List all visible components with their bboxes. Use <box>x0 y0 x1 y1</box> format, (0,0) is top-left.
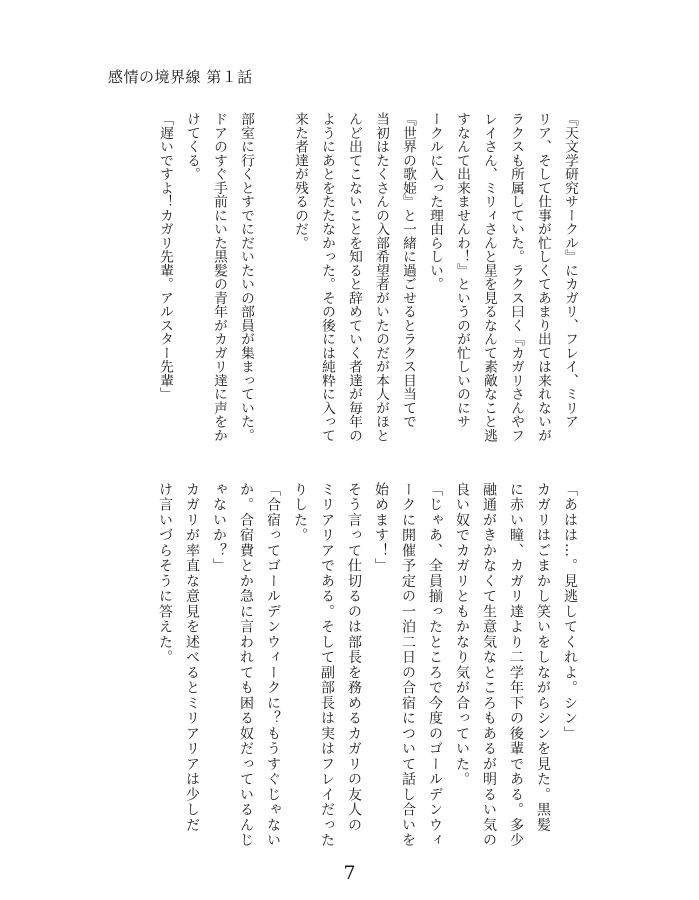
text-column: んど出てこないことを知ると辞めていく者達が毎年の <box>346 112 362 442</box>
text-column: 来た者達が残るのだ。 <box>292 112 308 250</box>
text-column: ークに開催予定の一泊二日の合宿について話し合いを <box>400 482 416 848</box>
text-column: 『天文学研究サークル』にカガリ、フレイ、ミリア <box>562 112 578 429</box>
text-column: ゃないか？」 <box>211 482 227 574</box>
text-column: カガリはごまかし笑いをしながらシンを見た。黒髪 <box>535 482 551 833</box>
text-column: 「じゃあ、全員揃ったところで今度のゴールデンウィ <box>427 482 443 848</box>
text-column: 当初はたくさんの入部希望者がいたのだが本人がほと <box>373 112 389 442</box>
text-column: 「遅いですよ！カガリ先輩。アルスター先輩」 <box>157 112 173 401</box>
text-column: レイさん、ミリィさんと星を見るなんて素敵なこと逃 <box>481 112 497 442</box>
text-column: 部室に行くとすでにだいたいの部員が集まっていた。 <box>238 112 254 442</box>
text-column: ークルに入った理由らしい。 <box>427 112 443 291</box>
text-column: け言いづらそうに答えた。 <box>157 482 173 665</box>
text-column: けてくる。 <box>184 112 200 181</box>
text-column: に赤い瞳、カガリ達より二学年下の後輩である。多少 <box>508 482 524 848</box>
text-column: 「あはは…。見逃してくれよ。シン」 <box>562 482 578 742</box>
top-text-block <box>113 112 583 442</box>
text-column: りした。 <box>292 482 308 543</box>
text-column: カガリが率直な意見を述べるとミリアリアは少しだ <box>184 482 200 833</box>
text-column: ミリアリアである。そして副部長は実はフレイだった <box>319 482 335 848</box>
text-column: 「合宿ってゴールデンウィークに？もうすぐじゃない <box>265 482 281 848</box>
text-column: か。合宿費とか急に言われても困る奴だっているんじ <box>238 482 254 848</box>
running-header-title: 感情の境界線 第１話 <box>108 68 253 86</box>
text-column: 『世界の歌姫』と一緒に過ごせるとラクス目当てで <box>400 112 416 429</box>
page-number: 7 <box>343 862 356 884</box>
text-column: そう言って仕切るのは部長を務めるカガリの友人の <box>346 482 362 833</box>
text-column: 始めます！」 <box>373 482 389 574</box>
text-column: すなんて出来ませんわ！』というのが忙しいのにサ <box>454 112 470 429</box>
text-column: ようにあとをたたなかった。その後には純粋に入って <box>319 112 335 442</box>
text-column: ラクスも所属していた。ラクス曰く『カガリさんやフ <box>508 112 524 442</box>
bottom-text-block <box>113 482 583 850</box>
text-column-blank <box>259 112 286 442</box>
text-column: 融通がきかなくて生意気なところもあるが明るい気の <box>481 482 497 848</box>
text-column: ドアのすぐ手前にいた黒髪の青年がカガリ達に声をか <box>211 112 227 442</box>
text-column: 良い奴でカガリともかなり気が合っていた。 <box>454 482 470 787</box>
text-column: リア、そして仕事が忙しくてあまり出ては来れないが <box>535 112 551 442</box>
